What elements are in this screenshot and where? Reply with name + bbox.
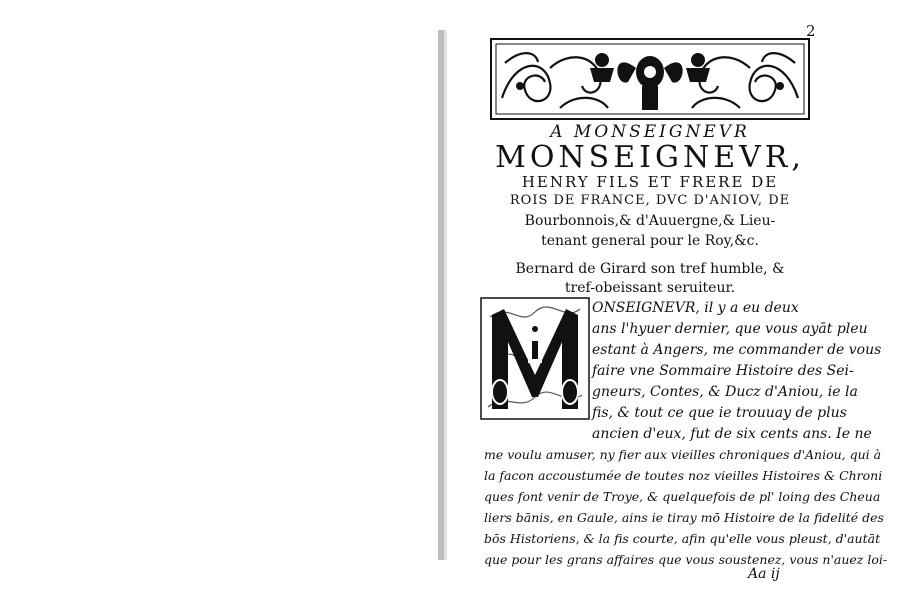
ornamental-headpiece (490, 38, 810, 120)
body-line-13: que pour les grans affaires que vous soustenez, vous n'auez loi- (484, 552, 888, 567)
body-line-11: liers bānis, en Gaule, ains ie tiray mō Histoire de la fidelité des (484, 510, 884, 525)
title-line-5: Bourbonnois,& d'Auuergne,& Lieu- (524, 213, 776, 229)
title-line-3: HENRY FILS ET FRERE DE (521, 173, 779, 191)
body-line-8: me voulu amuser, ny fier aux vieilles chroniques d'Aniou, qui à (484, 447, 882, 462)
decorated-initial-m (480, 297, 590, 420)
body-line-1: ONSEIGNEVR, il y a eu deux (592, 300, 799, 316)
title-line-6: tenant general pour le Roy,&c. (541, 233, 759, 249)
body-line-7: ancien d'eux, fut de six cents ans. Ie ne (592, 426, 872, 442)
body-line-12: bōs Historiens, & la fis courte, afin qu'elle vous pleust, d'autāt (484, 531, 881, 546)
folio-number: 2 (806, 22, 816, 40)
body-line-10: ques font venir de Troye, & quelquefois de pl' loing des Cheua (484, 489, 881, 504)
body-line-5: gneurs, Contes, & Ducz d'Aniou, ie la (592, 384, 858, 400)
body-line-9: la facon accoustumée de toutes noz vieilles Histoires & Chroni (484, 468, 883, 483)
page-gutter-edge (444, 30, 447, 560)
body-line-6: fis, & tout ce que ie trouuay de plus (592, 405, 847, 421)
body-line-3: estant à Angers, me commander de vous (592, 342, 882, 358)
title-line-2: MONSEIGNEVR, (495, 140, 805, 175)
body-line-4: faire vne Sommaire Histoire des Sei- (592, 363, 854, 379)
catchword: Aa ij (748, 566, 780, 582)
subtitle-line-2: tref-obeissant seruiteur. (564, 280, 736, 296)
subtitle-line-1: Bernard de Girard son tref humble, & (515, 261, 785, 277)
title-line-4: ROIS DE FRANCE, DVC D'ANIOV, DE (509, 193, 791, 208)
body-line-2: ans l'hyuer dernier, que vous ayāt pleu (592, 321, 868, 337)
title-line-1: A MONSEIGNEVR (550, 122, 750, 142)
